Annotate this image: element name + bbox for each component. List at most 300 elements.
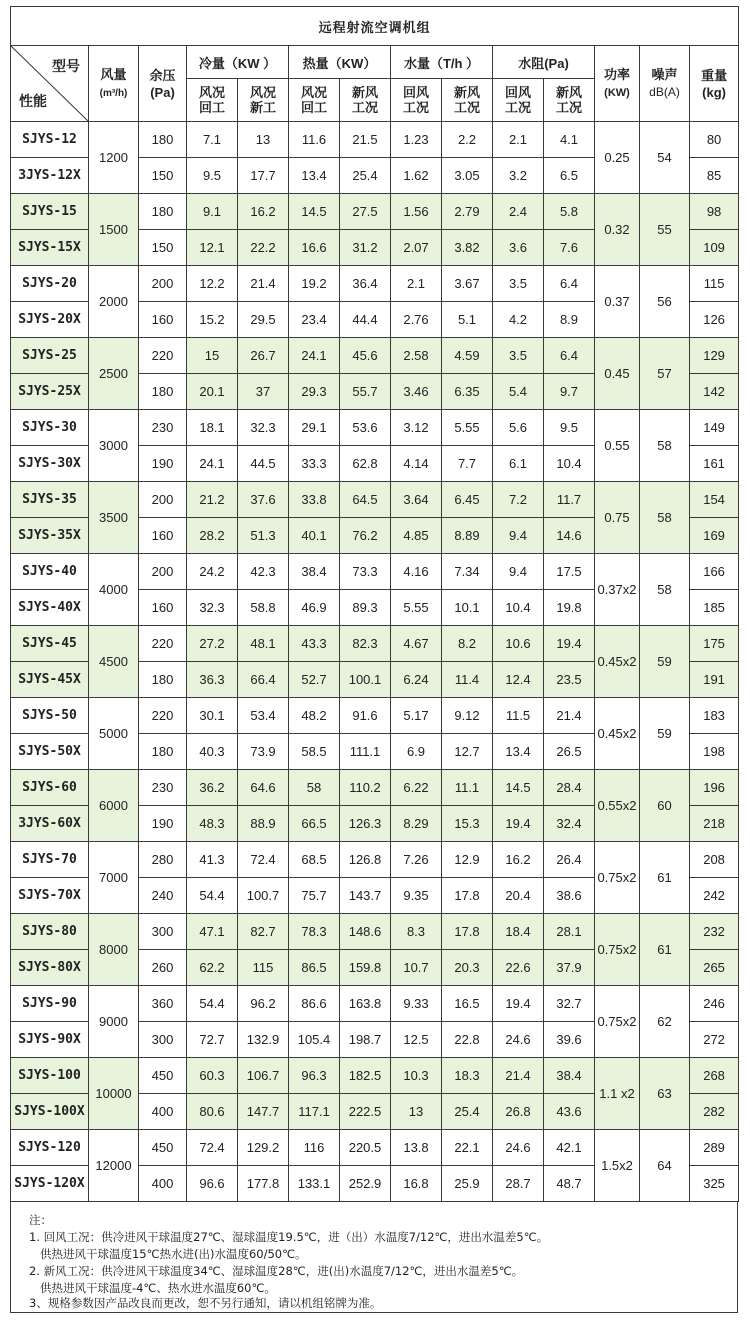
- pressure-cell: 200: [139, 482, 187, 518]
- cooling-fresh-cell: 53.4: [238, 698, 289, 734]
- weight-cell: 183: [690, 698, 739, 734]
- water-return-cell: 4.14: [391, 446, 442, 482]
- airflow-cell: 4500: [89, 626, 139, 698]
- cooling-return-cell: 54.4: [187, 878, 238, 914]
- water-return-cell: 4.16: [391, 554, 442, 590]
- weight-cell: 272: [690, 1022, 739, 1058]
- heating-return-cell: 46.9: [289, 590, 340, 626]
- cooling-fresh-cell: 37.6: [238, 482, 289, 518]
- cooling-return-cell: 24.2: [187, 554, 238, 590]
- water-fresh-cell: 18.3: [442, 1058, 493, 1094]
- weight-cell: 208: [690, 842, 739, 878]
- power-cell: 0.45x2: [595, 626, 640, 698]
- table-row: [11, 914, 739, 950]
- noise-cell: 62: [640, 986, 690, 1058]
- sub-water-fresh: 新风 工况: [442, 79, 493, 122]
- resistance-return-cell: 2.1: [493, 122, 544, 158]
- cooling-return-cell: 60.3: [187, 1058, 238, 1094]
- resistance-fresh-cell: 48.7: [544, 1166, 595, 1202]
- resistance-fresh-cell: 11.7: [544, 482, 595, 518]
- resistance-fresh-cell: 39.6: [544, 1022, 595, 1058]
- water-fresh-cell: 25.4: [442, 1094, 493, 1130]
- resistance-fresh-cell: 37.9: [544, 950, 595, 986]
- heating-fresh-cell: 182.5: [340, 1058, 391, 1094]
- water-return-cell: 9.33: [391, 986, 442, 1022]
- weight-cell: 268: [690, 1058, 739, 1094]
- cooling-fresh-cell: 17.7: [238, 158, 289, 194]
- heating-fresh-cell: 220.5: [340, 1130, 391, 1166]
- noise-cell: 58: [640, 554, 690, 626]
- note-line: 供热进风干球温度15℃热水进(出)水温度60/50℃。: [29, 1247, 307, 1261]
- power-cell: 0.55: [595, 410, 640, 482]
- heating-return-cell: 96.3: [289, 1058, 340, 1094]
- resistance-return-cell: 20.4: [493, 878, 544, 914]
- water-fresh-cell: 11.4: [442, 662, 493, 698]
- heating-fresh-cell: 100.1: [340, 662, 391, 698]
- resistance-return-cell: 9.4: [493, 554, 544, 590]
- cooling-fresh-cell: 32.3: [238, 410, 289, 446]
- table-row: [11, 482, 739, 518]
- model-cell: 3JYS-60X: [11, 806, 89, 842]
- pressure-cell: 450: [139, 1058, 187, 1094]
- pressure-cell: 190: [139, 806, 187, 842]
- resistance-return-cell: 5.6: [493, 410, 544, 446]
- noise-cell: 61: [640, 842, 690, 914]
- resistance-return-cell: 3.6: [493, 230, 544, 266]
- water-return-cell: 1.56: [391, 194, 442, 230]
- table-row: [11, 194, 739, 230]
- cooling-fresh-cell: 100.7: [238, 878, 289, 914]
- water-fresh-cell: 10.1: [442, 590, 493, 626]
- heating-return-cell: 48.2: [289, 698, 340, 734]
- cooling-fresh-cell: 177.8: [238, 1166, 289, 1202]
- water-fresh-cell: 5.55: [442, 410, 493, 446]
- model-cell: SJYS-70: [11, 842, 89, 878]
- sub-res-return: 回风 工况: [493, 79, 544, 122]
- header-pressure: 余压 (Pa): [139, 46, 187, 122]
- spec-table: [10, 6, 739, 1202]
- heating-fresh-cell: 73.3: [340, 554, 391, 590]
- water-fresh-cell: 11.1: [442, 770, 493, 806]
- note-line: 3、规格参数因产品改良而更改，恕不另行通知，请以机组铭牌为准。: [29, 1296, 382, 1310]
- cooling-return-cell: 9.1: [187, 194, 238, 230]
- header-diagonal-cell: [11, 46, 89, 122]
- water-fresh-cell: 8.2: [442, 626, 493, 662]
- model-cell: SJYS-120: [11, 1130, 89, 1166]
- weight-cell: 218: [690, 806, 739, 842]
- cooling-fresh-cell: 51.3: [238, 518, 289, 554]
- heating-fresh-cell: 25.4: [340, 158, 391, 194]
- resistance-return-cell: 3.2: [493, 158, 544, 194]
- cooling-fresh-cell: 96.2: [238, 986, 289, 1022]
- cooling-fresh-cell: 29.5: [238, 302, 289, 338]
- spec-sheet: [10, 6, 738, 1313]
- note-line: 2. 新风工况：供冷进风干球温度34℃、湿球温度28℃，进(出)水温度7/12℃，进出水温差5℃。: [29, 1264, 524, 1278]
- heating-fresh-cell: 126.8: [340, 842, 391, 878]
- resistance-return-cell: 5.4: [493, 374, 544, 410]
- heating-return-cell: 40.1: [289, 518, 340, 554]
- power-cell: 0.45: [595, 338, 640, 410]
- water-return-cell: 1.62: [391, 158, 442, 194]
- cooling-fresh-cell: 48.1: [238, 626, 289, 662]
- water-return-cell: 4.85: [391, 518, 442, 554]
- note-line: 供热进风干球温度-4℃、热水进水温度60℃。: [29, 1281, 276, 1295]
- power-cell: 1.1 x2: [595, 1058, 640, 1130]
- water-fresh-cell: 6.35: [442, 374, 493, 410]
- resistance-fresh-cell: 9.5: [544, 410, 595, 446]
- sub-heat-return: 风况 回工: [289, 79, 340, 122]
- pressure-cell: 220: [139, 626, 187, 662]
- heating-fresh-cell: 110.2: [340, 770, 391, 806]
- model-cell: SJYS-25: [11, 338, 89, 374]
- cooling-return-cell: 28.2: [187, 518, 238, 554]
- model-cell: SJYS-40X: [11, 590, 89, 626]
- resistance-return-cell: 10.6: [493, 626, 544, 662]
- water-fresh-cell: 17.8: [442, 878, 493, 914]
- heating-fresh-cell: 89.3: [340, 590, 391, 626]
- model-cell: SJYS-12: [11, 122, 89, 158]
- heating-fresh-cell: 159.8: [340, 950, 391, 986]
- cooling-fresh-cell: 16.2: [238, 194, 289, 230]
- cooling-return-cell: 27.2: [187, 626, 238, 662]
- weight-cell: 129: [690, 338, 739, 374]
- water-fresh-cell: 16.5: [442, 986, 493, 1022]
- airflow-cell: 4000: [89, 554, 139, 626]
- heating-return-cell: 68.5: [289, 842, 340, 878]
- pressure-cell: 230: [139, 410, 187, 446]
- water-fresh-cell: 17.8: [442, 914, 493, 950]
- cooling-return-cell: 96.6: [187, 1166, 238, 1202]
- heating-fresh-cell: 53.6: [340, 410, 391, 446]
- cooling-fresh-cell: 13: [238, 122, 289, 158]
- weight-cell: 185: [690, 590, 739, 626]
- water-fresh-cell: 6.45: [442, 482, 493, 518]
- cooling-fresh-cell: 37: [238, 374, 289, 410]
- water-return-cell: 8.3: [391, 914, 442, 950]
- noise-cell: 58: [640, 410, 690, 482]
- model-cell: SJYS-35X: [11, 518, 89, 554]
- water-fresh-cell: 25.9: [442, 1166, 493, 1202]
- table-row: [11, 338, 739, 374]
- water-fresh-cell: 7.7: [442, 446, 493, 482]
- resistance-fresh-cell: 6.5: [544, 158, 595, 194]
- header-noise: 噪声 dB(A): [640, 46, 690, 122]
- model-cell: SJYS-70X: [11, 878, 89, 914]
- noise-cell: 61: [640, 914, 690, 986]
- cooling-fresh-cell: 82.7: [238, 914, 289, 950]
- weight-cell: 175: [690, 626, 739, 662]
- cooling-return-cell: 72.4: [187, 1130, 238, 1166]
- water-fresh-cell: 20.3: [442, 950, 493, 986]
- resistance-return-cell: 12.4: [493, 662, 544, 698]
- cooling-return-cell: 80.6: [187, 1094, 238, 1130]
- water-fresh-cell: 22.1: [442, 1130, 493, 1166]
- weight-cell: 265: [690, 950, 739, 986]
- noise-cell: 64: [640, 1130, 690, 1202]
- model-cell: SJYS-35: [11, 482, 89, 518]
- resistance-fresh-cell: 19.8: [544, 590, 595, 626]
- model-cell: SJYS-25X: [11, 374, 89, 410]
- cooling-fresh-cell: 44.5: [238, 446, 289, 482]
- model-cell: SJYS-50X: [11, 734, 89, 770]
- resistance-fresh-cell: 17.5: [544, 554, 595, 590]
- cooling-return-cell: 72.7: [187, 1022, 238, 1058]
- weight-cell: 161: [690, 446, 739, 482]
- resistance-fresh-cell: 4.1: [544, 122, 595, 158]
- header-water: 水量（T/h ）: [391, 46, 493, 79]
- water-return-cell: 8.29: [391, 806, 442, 842]
- water-fresh-cell: 12.9: [442, 842, 493, 878]
- heating-fresh-cell: 111.1: [340, 734, 391, 770]
- cooling-return-cell: 32.3: [187, 590, 238, 626]
- resistance-return-cell: 19.4: [493, 986, 544, 1022]
- heating-fresh-cell: 163.8: [340, 986, 391, 1022]
- noise-cell: 58: [640, 482, 690, 554]
- cooling-fresh-cell: 22.2: [238, 230, 289, 266]
- heating-return-cell: 86.6: [289, 986, 340, 1022]
- heating-fresh-cell: 21.5: [340, 122, 391, 158]
- resistance-return-cell: 11.5: [493, 698, 544, 734]
- water-fresh-cell: 12.7: [442, 734, 493, 770]
- water-fresh-cell: 2.79: [442, 194, 493, 230]
- noise-cell: 60: [640, 770, 690, 842]
- water-fresh-cell: 8.89: [442, 518, 493, 554]
- pressure-cell: 180: [139, 734, 187, 770]
- heating-return-cell: 33.8: [289, 482, 340, 518]
- resistance-fresh-cell: 19.4: [544, 626, 595, 662]
- power-cell: 0.55x2: [595, 770, 640, 842]
- weight-cell: 98: [690, 194, 739, 230]
- airflow-cell: 7000: [89, 842, 139, 914]
- heating-return-cell: 75.7: [289, 878, 340, 914]
- pressure-cell: 180: [139, 122, 187, 158]
- pressure-cell: 220: [139, 698, 187, 734]
- cooling-return-cell: 15: [187, 338, 238, 374]
- cooling-return-cell: 15.2: [187, 302, 238, 338]
- resistance-fresh-cell: 42.1: [544, 1130, 595, 1166]
- power-cell: 0.75x2: [595, 914, 640, 986]
- resistance-return-cell: 7.2: [493, 482, 544, 518]
- power-cell: 0.75x2: [595, 842, 640, 914]
- cooling-return-cell: 41.3: [187, 842, 238, 878]
- pressure-cell: 400: [139, 1166, 187, 1202]
- table-row: [11, 698, 739, 734]
- weight-cell: 149: [690, 410, 739, 446]
- resistance-fresh-cell: 32.4: [544, 806, 595, 842]
- water-return-cell: 1.23: [391, 122, 442, 158]
- weight-cell: 115: [690, 266, 739, 302]
- model-cell: SJYS-50: [11, 698, 89, 734]
- heating-fresh-cell: 76.2: [340, 518, 391, 554]
- weight-cell: 80: [690, 122, 739, 158]
- resistance-return-cell: 21.4: [493, 1058, 544, 1094]
- water-return-cell: 6.22: [391, 770, 442, 806]
- cooling-return-cell: 54.4: [187, 986, 238, 1022]
- resistance-return-cell: 19.4: [493, 806, 544, 842]
- water-return-cell: 3.64: [391, 482, 442, 518]
- water-fresh-cell: 9.12: [442, 698, 493, 734]
- pressure-cell: 220: [139, 338, 187, 374]
- airflow-cell: 8000: [89, 914, 139, 986]
- water-fresh-cell: 3.05: [442, 158, 493, 194]
- airflow-cell: 9000: [89, 986, 139, 1058]
- resistance-fresh-cell: 26.5: [544, 734, 595, 770]
- heating-return-cell: 23.4: [289, 302, 340, 338]
- pressure-cell: 300: [139, 914, 187, 950]
- model-cell: SJYS-90X: [11, 1022, 89, 1058]
- water-return-cell: 12.5: [391, 1022, 442, 1058]
- model-cell: SJYS-60: [11, 770, 89, 806]
- header-model-label: 型号: [52, 58, 80, 74]
- water-return-cell: 2.58: [391, 338, 442, 374]
- noise-cell: 59: [640, 698, 690, 770]
- cooling-return-cell: 47.1: [187, 914, 238, 950]
- table-row: [11, 770, 739, 806]
- power-cell: 0.25: [595, 122, 640, 194]
- airflow-cell: 1500: [89, 194, 139, 266]
- water-fresh-cell: 3.82: [442, 230, 493, 266]
- cooling-fresh-cell: 132.9: [238, 1022, 289, 1058]
- water-return-cell: 5.17: [391, 698, 442, 734]
- resistance-fresh-cell: 38.4: [544, 1058, 595, 1094]
- power-cell: 0.32: [595, 194, 640, 266]
- table-row: [11, 626, 739, 662]
- resistance-fresh-cell: 38.6: [544, 878, 595, 914]
- model-cell: SJYS-15: [11, 194, 89, 230]
- heating-return-cell: 105.4: [289, 1022, 340, 1058]
- heating-fresh-cell: 198.7: [340, 1022, 391, 1058]
- heating-fresh-cell: 126.3: [340, 806, 391, 842]
- pressure-cell: 200: [139, 554, 187, 590]
- noise-cell: 56: [640, 266, 690, 338]
- heating-fresh-cell: 55.7: [340, 374, 391, 410]
- water-return-cell: 5.55: [391, 590, 442, 626]
- cooling-return-cell: 7.1: [187, 122, 238, 158]
- cooling-return-cell: 9.5: [187, 158, 238, 194]
- water-fresh-cell: 5.1: [442, 302, 493, 338]
- heating-return-cell: 14.5: [289, 194, 340, 230]
- noise-cell: 63: [640, 1058, 690, 1130]
- noise-cell: 54: [640, 122, 690, 194]
- pressure-cell: 300: [139, 1022, 187, 1058]
- heating-return-cell: 29.1: [289, 410, 340, 446]
- sub-heat-fresh: 新风 工况: [340, 79, 391, 122]
- pressure-cell: 150: [139, 158, 187, 194]
- resistance-return-cell: 22.6: [493, 950, 544, 986]
- resistance-fresh-cell: 6.4: [544, 338, 595, 374]
- resistance-fresh-cell: 5.8: [544, 194, 595, 230]
- cooling-return-cell: 36.3: [187, 662, 238, 698]
- resistance-fresh-cell: 32.7: [544, 986, 595, 1022]
- resistance-return-cell: 24.6: [493, 1022, 544, 1058]
- resistance-return-cell: 3.5: [493, 338, 544, 374]
- model-cell: SJYS-80X: [11, 950, 89, 986]
- weight-cell: 126: [690, 302, 739, 338]
- cooling-fresh-cell: 72.4: [238, 842, 289, 878]
- heating-return-cell: 43.3: [289, 626, 340, 662]
- model-cell: SJYS-20X: [11, 302, 89, 338]
- water-return-cell: 10.7: [391, 950, 442, 986]
- table-row: [11, 554, 739, 590]
- water-fresh-cell: 2.2: [442, 122, 493, 158]
- power-cell: 0.75x2: [595, 986, 640, 1058]
- heating-return-cell: 29.3: [289, 374, 340, 410]
- notes-heading: 注：: [29, 1213, 52, 1227]
- table-row: [11, 842, 739, 878]
- header-power: 功率 (KW): [595, 46, 640, 122]
- water-return-cell: 7.26: [391, 842, 442, 878]
- weight-cell: 191: [690, 662, 739, 698]
- cooling-return-cell: 18.1: [187, 410, 238, 446]
- sub-water-return: 回风 工况: [391, 79, 442, 122]
- resistance-return-cell: 13.4: [493, 734, 544, 770]
- heating-return-cell: 133.1: [289, 1166, 340, 1202]
- notes-section: [10, 1202, 738, 1313]
- weight-cell: 169: [690, 518, 739, 554]
- cooling-return-cell: 40.3: [187, 734, 238, 770]
- heating-fresh-cell: 62.8: [340, 446, 391, 482]
- water-return-cell: 3.46: [391, 374, 442, 410]
- sub-cool-fresh: 风况 新工: [238, 79, 289, 122]
- note-line: 1. 回风工况：供冷进风干球温度27℃、湿球温度19.5℃，进（出）水温度7/12℃，进出水温差5℃。: [29, 1230, 549, 1244]
- heating-return-cell: 33.3: [289, 446, 340, 482]
- weight-cell: 196: [690, 770, 739, 806]
- cooling-return-cell: 24.1: [187, 446, 238, 482]
- resistance-return-cell: 2.4: [493, 194, 544, 230]
- heating-fresh-cell: 252.9: [340, 1166, 391, 1202]
- noise-cell: 55: [640, 194, 690, 266]
- weight-cell: 198: [690, 734, 739, 770]
- model-cell: SJYS-100: [11, 1058, 89, 1094]
- cooling-fresh-cell: 115: [238, 950, 289, 986]
- water-fresh-cell: 3.67: [442, 266, 493, 302]
- resistance-fresh-cell: 6.4: [544, 266, 595, 302]
- power-cell: 0.37x2: [595, 554, 640, 626]
- cooling-fresh-cell: 58.8: [238, 590, 289, 626]
- pressure-cell: 450: [139, 1130, 187, 1166]
- power-cell: 0.75: [595, 482, 640, 554]
- pressure-cell: 230: [139, 770, 187, 806]
- header-perf-label: 性能: [19, 93, 47, 109]
- heating-fresh-cell: 31.2: [340, 230, 391, 266]
- heating-return-cell: 78.3: [289, 914, 340, 950]
- weight-cell: 166: [690, 554, 739, 590]
- weight-cell: 109: [690, 230, 739, 266]
- resistance-fresh-cell: 7.6: [544, 230, 595, 266]
- resistance-return-cell: 14.5: [493, 770, 544, 806]
- water-fresh-cell: 15.3: [442, 806, 493, 842]
- cooling-return-cell: 48.3: [187, 806, 238, 842]
- cooling-fresh-cell: 129.2: [238, 1130, 289, 1166]
- noise-cell: 57: [640, 338, 690, 410]
- resistance-fresh-cell: 14.6: [544, 518, 595, 554]
- resistance-return-cell: 26.8: [493, 1094, 544, 1130]
- heating-fresh-cell: 222.5: [340, 1094, 391, 1130]
- weight-cell: 85: [690, 158, 739, 194]
- resistance-fresh-cell: 10.4: [544, 446, 595, 482]
- resistance-return-cell: 3.5: [493, 266, 544, 302]
- header-weight: 重量 (kg): [690, 46, 739, 122]
- weight-cell: 154: [690, 482, 739, 518]
- model-cell: SJYS-45X: [11, 662, 89, 698]
- heating-return-cell: 16.6: [289, 230, 340, 266]
- cooling-fresh-cell: 64.6: [238, 770, 289, 806]
- heating-fresh-cell: 45.6: [340, 338, 391, 374]
- heating-return-cell: 11.6: [289, 122, 340, 158]
- pressure-cell: 180: [139, 374, 187, 410]
- power-cell: 1.5x2: [595, 1130, 640, 1202]
- cooling-return-cell: 21.2: [187, 482, 238, 518]
